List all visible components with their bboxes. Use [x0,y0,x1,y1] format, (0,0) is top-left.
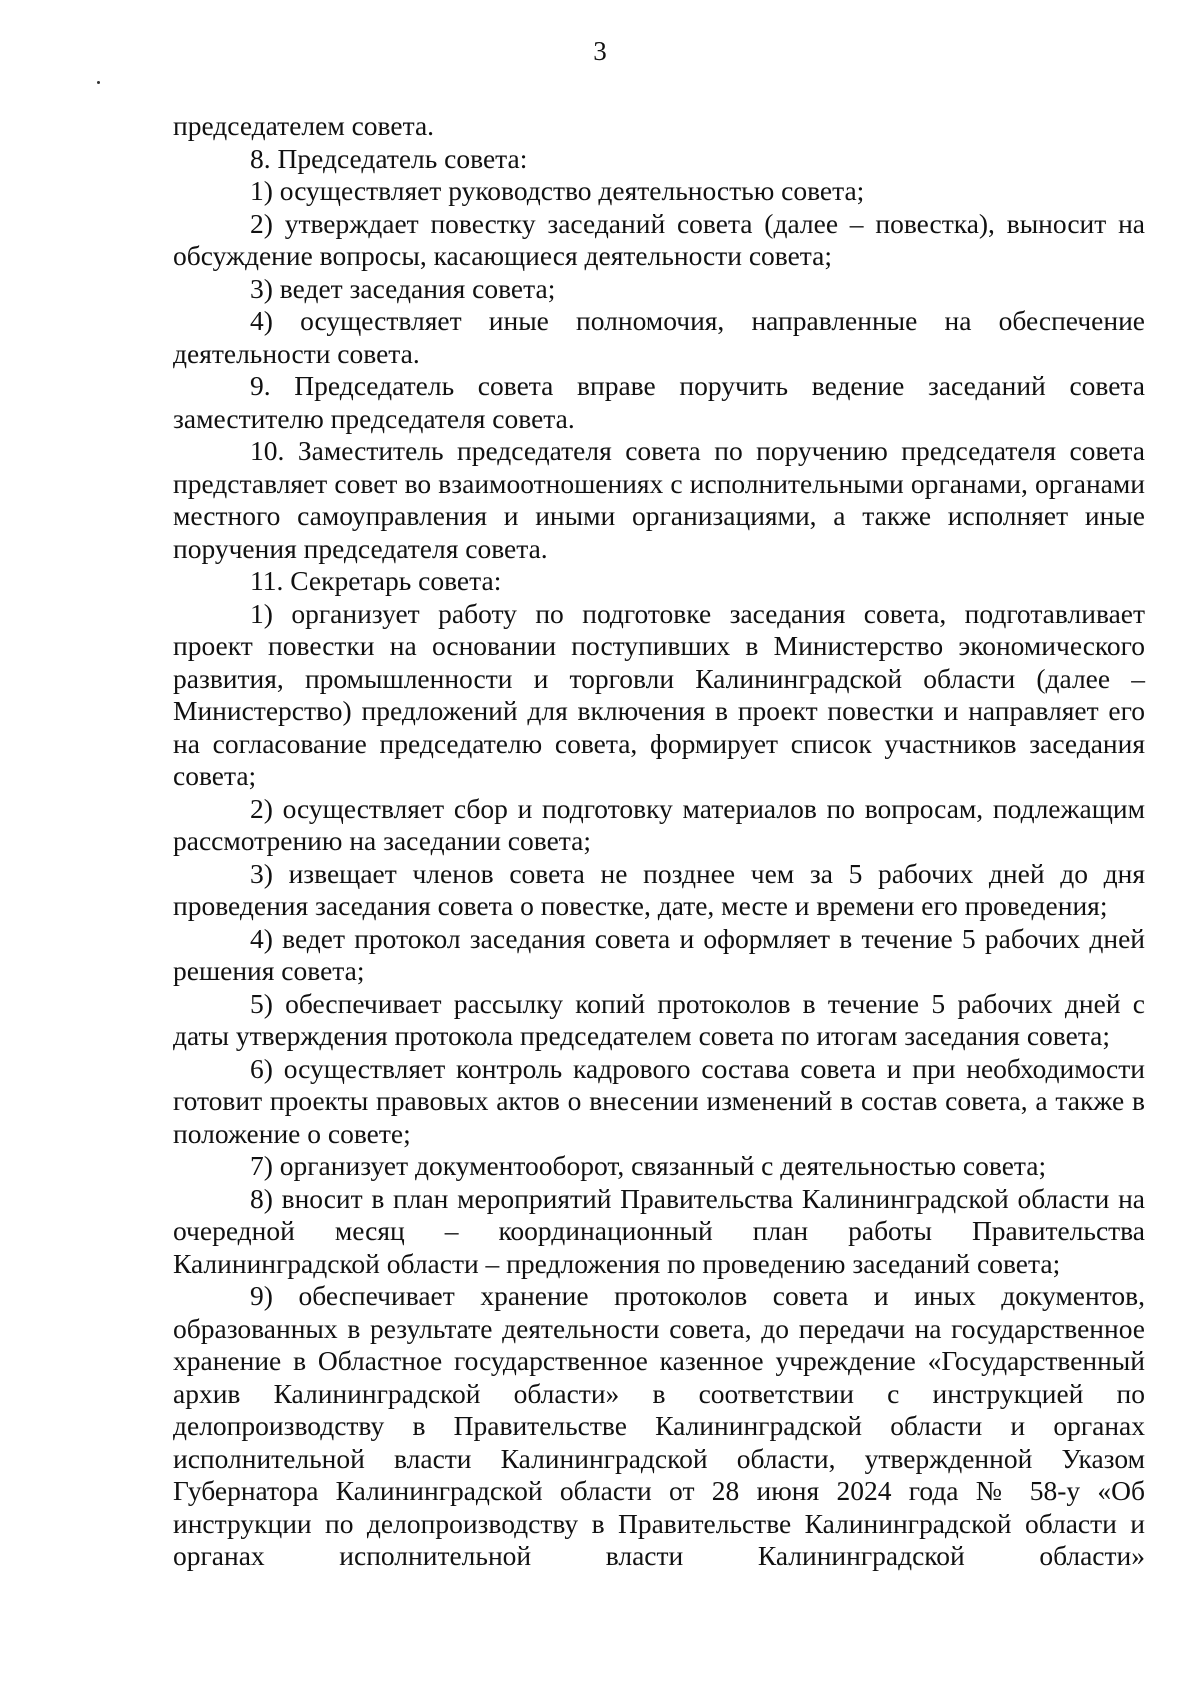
clause-8-item-2: 2) утверждает повестку заседаний совета (далее – повестка), выносит на обсуждение вопросы, касающиеся деятельности совета; [173,207,1145,271]
clause-11-item-3: 3) извещает членов совета не позднее чем за 5 рабочих дней до дня проведения заседания совета о повестке, дате, месте и времени его проведения; [173,857,1145,921]
clause-8-item-3: 3) ведет заседания совета; [250,272,556,304]
paragraph-continuation: председателем совета. [173,110,435,141]
clause-11-item-7: 7) организует документооборот, связанный с деятельностью совета; [250,1150,1047,1181]
clause-11-item-8: 8) вносит в план мероприятий Правительства Калининградской области на очередной месяц – координационный план работы Правительства Калининградской области – предложения по проведению заседаний совета; [173,1182,1145,1279]
document-body [173,110,1145,1573]
clause-11-item-6: 6) осуществляет контроль кадрового состава совета и при необходимости готовит проекты правовых актов о внесении изменений в состав совета, а также в положение о совете; [173,1052,1145,1149]
clause-8-item-4: 4) осуществляет иные полномочия, направленные на обеспечение деятельности совета. [173,305,1145,369]
clause-8-heading: 8. Председатель совета: [250,142,528,174]
clause-11-item-4: 4) ведет протокол заседания совета и оформляет в течение 5 рабочих дней решения совета; [173,922,1145,986]
clause-11-heading: 11. Секретарь совета: [250,565,502,596]
clause-11-item-2: 2) осуществляет сбор и подготовку материалов по вопросам, подлежащим рассмотрению на заседании совета; [173,792,1145,856]
page-number: 3 [593,36,607,66]
clause-11-item-9: 9) обеспечивает хранение протоколов совета и иных документов, образованных в результате деятельности совета, до передачи на государственное хранение в Областное государственное казенное учреждение «Государственный архив Калининградской области» в соответствии с инструкцией по делопроизводству в Правительстве Калининградской области и органах исполнительной власти Калининградской области, утвержденной Указом Губернатора Калининградской области от 28 июня 2024 года № 58-у «Об инструкции по делопроизводству в Правительстве Калининградской области и органах исполнительной власти Калининградской области» [173,1280,1145,1571]
clause-10: 10. Заместитель председателя совета по поручению председателя совета представляет совет во взаимоотношениях с исполнительными органами, органами местного самоуправления и иными организациями, а также исполняет иные поручения председателя совета. [173,435,1145,564]
clause-11-item-1: 1) организует работу по подготовке заседания совета, подготавливает проект повестки на основании поступивших в Министерство экономического развития, промышленности и торговли Калининградской области (далее – Министерство) предложений для включения в проект повестки и направляет его на согласование председателю совета, формирует список участников заседания совета; [173,597,1145,791]
clause-9: 9. Председатель совета вправе поручить ведение заседаний совета заместителю председателя совета. [173,370,1145,434]
scan-speck [97,81,100,84]
clause-8-item-1: 1) осуществляет руководство деятельностью совета; [250,175,865,206]
clause-11-item-5: 5) обеспечивает рассылку копий протоколов в течение 5 рабочих дней с даты утверждения протокола председателем совета по итогам заседания совета; [173,987,1145,1051]
